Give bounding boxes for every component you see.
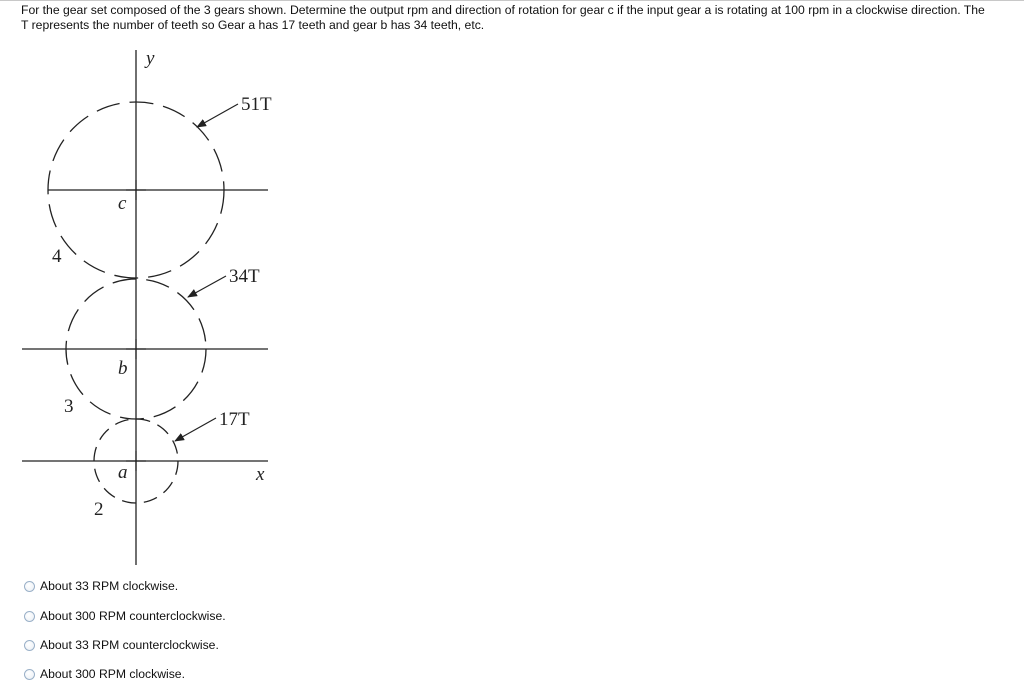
answer-option-3-radio[interactable] xyxy=(24,640,35,651)
gear-a-name: a xyxy=(118,462,128,483)
gear-a-teeth-label: 17T xyxy=(219,409,250,430)
question-line-2: T represents the number of teeth so Gear a has 17 teeth and gear b has 34 teeth, etc. xyxy=(21,18,485,32)
joint-label-bottom: 2 xyxy=(94,499,104,520)
gear-c-center-mark xyxy=(126,180,146,200)
gear-diagram xyxy=(0,0,320,575)
answer-option-4-radio[interactable] xyxy=(24,669,35,680)
gear-c-leader-arrow xyxy=(197,104,238,127)
joint-label-middle: 3 xyxy=(64,396,74,417)
answer-option-2[interactable] xyxy=(24,606,226,626)
answer-option-2-radio[interactable] xyxy=(24,611,35,622)
gear-b-teeth-label: 34T xyxy=(229,266,260,287)
question-line-1: For the gear set composed of the 3 gears shown. Determine the output rpm and direction of rotation for gear c if the input gear a is rotating at 100 rpm in a clockwise direction. The xyxy=(21,3,985,17)
gear-c-teeth-label: 51T xyxy=(241,94,272,115)
answer-option-3[interactable] xyxy=(24,635,219,655)
answer-option-2-label: About 300 RPM counterclockwise. xyxy=(40,609,226,623)
gear-a-center-mark xyxy=(126,451,146,471)
y-axis-label: y xyxy=(146,48,155,69)
gear-b-center-mark xyxy=(126,339,146,359)
answer-option-4[interactable] xyxy=(24,664,185,684)
gear-a-leader-arrow xyxy=(175,418,216,441)
gear-diagram-svg xyxy=(0,0,320,575)
answer-option-4-label: About 300 RPM clockwise. xyxy=(40,667,185,681)
gear-b-leader-arrow xyxy=(188,276,226,297)
gear-b-name: b xyxy=(118,358,128,379)
x-axis-label: x xyxy=(256,464,265,485)
joint-label-top: 4 xyxy=(52,246,62,267)
answer-option-3-label: About 33 RPM counterclockwise. xyxy=(40,638,219,652)
gear-c-name: c xyxy=(118,193,127,214)
answer-option-1-label: About 33 RPM clockwise. xyxy=(40,579,179,593)
answer-option-1-radio[interactable] xyxy=(24,581,35,592)
answer-option-1[interactable] xyxy=(24,576,178,596)
